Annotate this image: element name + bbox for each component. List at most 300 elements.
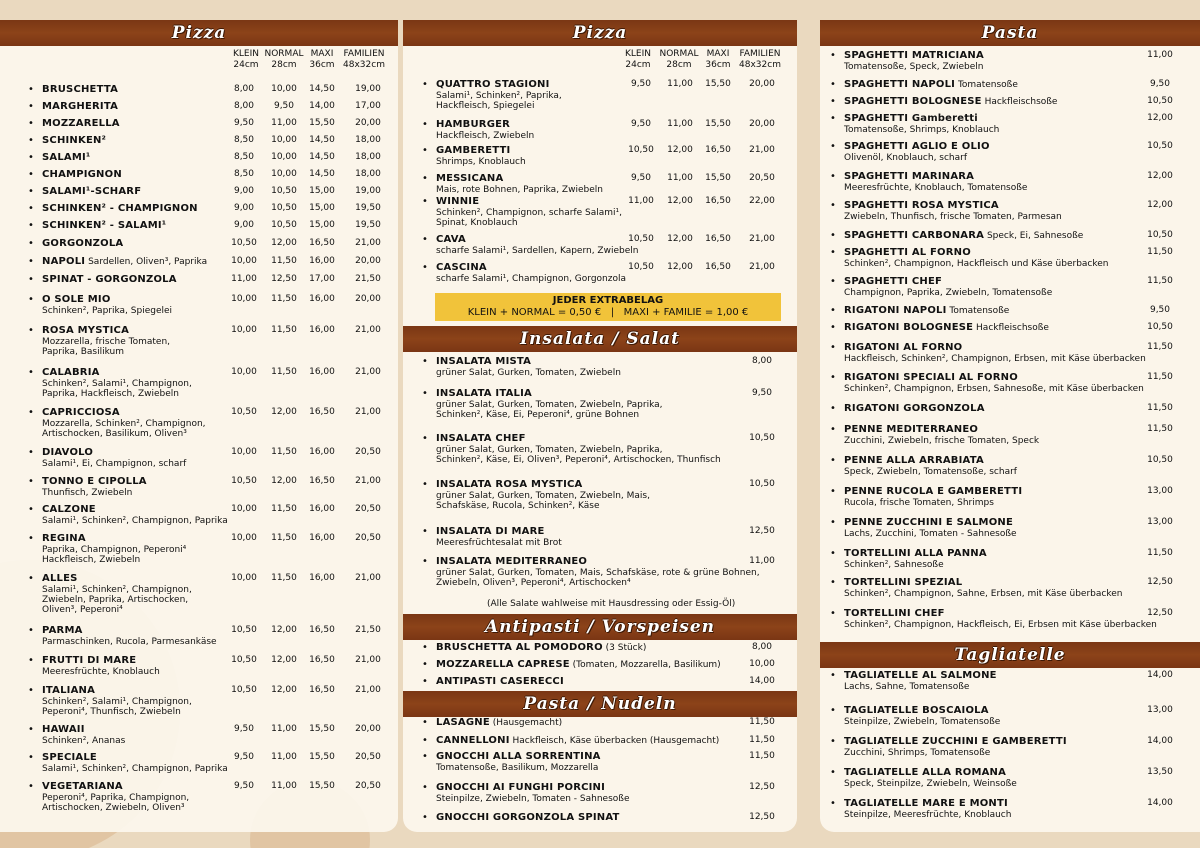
item-price: 14,50: [309, 169, 335, 179]
item-price: 13,00: [1147, 517, 1173, 527]
item-price: 11,00: [231, 274, 257, 284]
bullet-icon: •: [422, 676, 428, 687]
item-price: 12,00: [667, 196, 693, 206]
item-name: SCHINKEN²: [42, 135, 107, 146]
bullet-icon: •: [28, 186, 34, 197]
item-name: SALAMI¹-SCHARF: [42, 186, 142, 197]
item-price: 10,50: [231, 476, 257, 486]
item-description: Steinpilze, Meeresfrüchte, Knoblauch: [844, 810, 1012, 820]
item-name: LASAGNE (Hausgemacht): [436, 717, 563, 728]
item-price: 16,50: [705, 262, 731, 272]
pizza-item: [28, 447, 398, 469]
section-banner-nudeln: Pasta / Nudeln: [403, 691, 797, 717]
pizza-item: [28, 238, 398, 250]
item-price: 17,00: [355, 101, 381, 111]
item-description: Schinken², Salami¹, Champignon,: [42, 379, 192, 389]
item-price: 11,50: [271, 367, 297, 377]
item-price: 8,50: [233, 152, 255, 162]
item-price: 11,50: [1147, 342, 1173, 352]
item-price: 11,00: [667, 173, 693, 183]
item-description: scharfe Salami¹, Sardellen, Kapern, Zwiebeln: [436, 246, 639, 256]
item-price: 14,50: [309, 135, 335, 145]
item-name: RIGATONI SPECIALI AL FORNO: [844, 372, 1018, 383]
item-price: 9,50: [233, 724, 255, 734]
pasta-item: [830, 342, 1200, 364]
item-price: 18,00: [355, 152, 381, 162]
nudeln-item: [422, 782, 797, 804]
item-price: 21,00: [355, 476, 381, 486]
salad-item: [422, 479, 797, 511]
item-price: 16,00: [309, 256, 335, 266]
item-description: Zucchini, Zwiebeln, frische Tomaten, Speck: [844, 436, 1040, 446]
nudeln-item: [422, 735, 797, 747]
item-price: 21,50: [355, 625, 381, 635]
bullet-icon: •: [28, 655, 34, 666]
item-description: Tomatensoße, Basilikum, Mozzarella: [436, 763, 599, 773]
item-description: Paprika, Champignon, Peperoni⁴: [42, 545, 187, 555]
item-name: SCHINKEN² - SALAMI¹: [42, 220, 167, 231]
item-price: 15,50: [309, 724, 335, 734]
item-price: 10,50: [1147, 230, 1173, 240]
nudeln-item: [422, 751, 797, 773]
bullet-icon: •: [28, 447, 34, 458]
bullet-icon: •: [28, 752, 34, 763]
item-description: Tomatensoße, Shrimps, Knoblauch: [844, 125, 1000, 135]
item-price: 21,00: [355, 325, 381, 335]
pizza-item: [28, 504, 398, 526]
pizza-item: [422, 262, 797, 284]
item-price: 10,00: [271, 84, 297, 94]
item-description: Schinken², Champignon, scharfe Salami¹,: [436, 208, 622, 218]
item-price: 9,50: [751, 388, 773, 398]
item-price: 9,50: [1149, 305, 1171, 315]
salad-item: [422, 433, 797, 465]
item-price: 10,00: [749, 659, 775, 669]
item-price: 11,50: [271, 325, 297, 335]
item-description: Parmaschinken, Rucola, Parmesankäse: [42, 637, 217, 647]
item-name: GNOCCHI GORGONZOLA SPINAT: [436, 812, 620, 823]
item-price: 11,00: [1147, 50, 1173, 60]
item-price: 11,50: [271, 573, 297, 583]
item-description: Zwiebeln, Oliven³, Peperoni⁴, Artischocken⁴: [436, 578, 631, 588]
item-price: 9,00: [233, 203, 255, 213]
bullet-icon: •: [28, 724, 34, 735]
item-description: Artischocken, Basilikum, Oliven³: [42, 429, 187, 439]
item-price: 16,50: [705, 145, 731, 155]
extras-title: JEDER EXTRABELAG: [552, 295, 664, 306]
item-price: 16,00: [309, 447, 335, 457]
item-price: 11,50: [271, 294, 297, 304]
item-price: 16,50: [309, 238, 335, 248]
item-price: 21,00: [355, 655, 381, 665]
item-price: 11,00: [667, 79, 693, 89]
item-name: SPAGHETTI AL FORNO: [844, 247, 971, 258]
item-price: 20,50: [355, 533, 381, 543]
item-price: 16,00: [309, 367, 335, 377]
item-name: TORTELLINI CHEF: [844, 608, 945, 619]
pasta-item: [830, 141, 1200, 163]
bullet-icon: •: [830, 305, 836, 316]
salad-item: [422, 356, 797, 378]
item-name: MARGHERITA: [42, 101, 119, 112]
item-name: RIGATONI AL FORNO: [844, 342, 963, 353]
tagliatelle-item: [830, 670, 1200, 692]
pizza-item: [28, 533, 398, 565]
item-description: Peperoni⁴, Thunfisch, Zwiebeln: [42, 707, 181, 717]
item-description: Speck, Zwiebeln, Tomatensoße, scharf: [844, 467, 1017, 477]
pizza-item: [28, 325, 398, 357]
item-description: Schafskäse, Rucola, Schinken², Käse: [436, 501, 600, 511]
pasta-item: [830, 577, 1200, 599]
item-name: TAGLIATELLE MARE E MONTI: [844, 798, 1008, 809]
item-name: RIGATONI GORGONZOLA: [844, 403, 985, 414]
item-price: 12,00: [271, 476, 297, 486]
item-price: 12,00: [667, 145, 693, 155]
pizza-item: [28, 655, 398, 677]
item-name: SPECIALE: [42, 752, 97, 763]
bullet-icon: •: [28, 101, 34, 112]
bullet-icon: •: [422, 234, 428, 245]
item-description: Salami¹, Schinken², Champignon, Paprika: [42, 516, 228, 526]
item-price: 11,50: [1147, 247, 1173, 257]
pizza-item: [28, 186, 398, 198]
item-price: 12,00: [667, 262, 693, 272]
item-price: 16,50: [309, 625, 335, 635]
item-price: 12,00: [271, 655, 297, 665]
section-banner-salat: Insalata / Salat: [403, 326, 797, 352]
pasta-item: [830, 486, 1200, 508]
item-price: 15,50: [705, 119, 731, 129]
bullet-icon: •: [830, 322, 836, 333]
item-price: 12,00: [667, 234, 693, 244]
item-price: 12,50: [1147, 608, 1173, 618]
item-price: 10,50: [628, 234, 654, 244]
bullet-icon: •: [830, 608, 836, 619]
item-price: 20,00: [355, 256, 381, 266]
item-price: 16,00: [309, 573, 335, 583]
item-price: 20,50: [749, 173, 775, 183]
bullet-icon: •: [830, 276, 836, 287]
item-name: INSALATA CHEF: [436, 433, 526, 444]
pasta-item: [830, 79, 1200, 91]
item-price: 13,50: [1147, 767, 1173, 777]
item-name: SPAGHETTI ROSA MYSTICA: [844, 200, 999, 211]
bullet-icon: •: [422, 433, 428, 444]
item-price: 8,00: [233, 84, 255, 94]
item-name: ITALIANA: [42, 685, 96, 696]
item-name: TONNO E CIPOLLA: [42, 476, 147, 487]
pasta-item: [830, 113, 1200, 135]
item-description: Steinpilze, Zwiebeln, Tomaten - Sahnesoße: [436, 794, 630, 804]
item-inline-description: (Hausgemacht): [489, 718, 563, 728]
item-price: 16,00: [309, 504, 335, 514]
pizza-item: [28, 294, 398, 316]
section-banner-antipasti: Antipasti / Vorspeisen: [403, 614, 797, 640]
item-description: Meeresfrüchte, Knoblauch: [42, 667, 160, 677]
bullet-icon: •: [422, 388, 428, 399]
item-description: Thunfisch, Zwiebeln: [42, 488, 133, 498]
pizza-item: [28, 220, 398, 232]
item-description: Zucchini, Shrimps, Tomatensoße: [844, 748, 991, 758]
item-inline-description: Hackfleischsoße: [981, 97, 1058, 107]
item-name: SALAMI¹: [42, 152, 91, 163]
bullet-icon: •: [422, 735, 428, 746]
bullet-icon: •: [28, 169, 34, 180]
bullet-icon: •: [28, 625, 34, 636]
bullet-icon: •: [830, 96, 836, 107]
pasta-item: [830, 200, 1200, 222]
bullet-icon: •: [422, 642, 428, 653]
pizza-item: [28, 625, 398, 647]
salad-item: [422, 388, 797, 420]
item-name: CHAMPIGNON: [42, 169, 122, 180]
pasta-item: [830, 247, 1200, 269]
item-price: 20,00: [749, 119, 775, 129]
bullet-icon: •: [422, 196, 428, 207]
item-price: 9,50: [273, 101, 295, 111]
item-price: 11,50: [271, 256, 297, 266]
item-price: 13,00: [1147, 705, 1173, 715]
item-description: Spinat, Knoblauch: [436, 218, 518, 228]
bullet-icon: •: [422, 782, 428, 793]
item-price: 14,00: [309, 101, 335, 111]
pizza-item: [28, 203, 398, 215]
item-price: 20,50: [355, 752, 381, 762]
item-price: 10,50: [749, 433, 775, 443]
bullet-icon: •: [830, 50, 836, 61]
item-name: SPINAT - GORGONZOLA: [42, 274, 177, 285]
pizza-item: [422, 234, 797, 256]
bullet-icon: •: [28, 533, 34, 544]
item-description: Schinken², Käse, Ei, Oliven³, Peperoni⁴, Artischocken, Thunfisch: [436, 455, 721, 465]
item-price: 9,50: [1149, 79, 1171, 89]
item-name: SPAGHETTI CARBONARA Speck, Ei, Sahnesoße: [844, 230, 1084, 241]
pizza-item: [28, 476, 398, 498]
pizza-item: [422, 173, 797, 195]
bullet-icon: •: [28, 781, 34, 792]
item-name: CANNELLONI Hackfleisch, Käse überbacken (Hausgemacht): [436, 735, 720, 746]
item-description: Lachs, Sahne, Tomatensoße: [844, 682, 970, 692]
item-price: 10,50: [231, 655, 257, 665]
item-price: 9,50: [630, 119, 652, 129]
bullet-icon: •: [830, 767, 836, 778]
item-name: BRUSCHETTA: [42, 84, 119, 95]
item-price: 12,50: [271, 274, 297, 284]
item-description: Rucola, frische Tomaten, Shrimps: [844, 498, 994, 508]
item-name: PENNE ZUCCHINI E SALMONE: [844, 517, 1013, 528]
item-price: 11,50: [1147, 424, 1173, 434]
salad-note: (Alle Salate wahlweise mit Hausdressing oder Essig-Öl): [487, 599, 736, 609]
item-price: 21,00: [749, 145, 775, 155]
item-name: ROSA MYSTICA: [42, 325, 130, 336]
pizza-item: [422, 119, 797, 141]
pizza-item: [28, 169, 398, 181]
item-price: 11,00: [667, 119, 693, 129]
item-description: Hackfleisch, Schinken², Champignon, Erbsen, mit Käse überbacken: [844, 354, 1146, 364]
item-price: 11,00: [271, 752, 297, 762]
bullet-icon: •: [28, 294, 34, 305]
tagliatelle-item: [830, 736, 1200, 758]
bullet-icon: •: [830, 548, 836, 559]
item-name: VEGETARIANA: [42, 781, 123, 792]
size-header-right: KLEIN 24cm NORMAL 28cm MAXI 36cm FAMILIEN 48x32cm: [625, 49, 781, 70]
item-price: 16,00: [309, 325, 335, 335]
item-price: 16,50: [309, 685, 335, 695]
item-price: 11,50: [1147, 403, 1173, 413]
item-name: DIAVOLO: [42, 447, 94, 458]
pizza-item: [28, 573, 398, 615]
item-name: GNOCCHI AI FUNGHI PORCINI: [436, 782, 606, 793]
pizza-item: [422, 79, 797, 111]
item-price: 10,50: [1147, 96, 1173, 106]
bullet-icon: •: [830, 736, 836, 747]
item-name: ANTIPASTI CASERECCI: [436, 676, 564, 687]
item-price: 19,00: [355, 186, 381, 196]
item-price: 8,00: [751, 356, 773, 366]
pizza-item: [28, 101, 398, 113]
item-description: Steinpilze, Zwiebeln, Tomatensoße: [844, 717, 1001, 727]
item-price: 10,00: [271, 152, 297, 162]
item-name: SPAGHETTI MARINARA: [844, 171, 975, 182]
bullet-icon: •: [422, 79, 428, 90]
item-name: INSALATA DI MARE: [436, 526, 545, 537]
pizza-item: [28, 752, 398, 774]
item-name: GAMBERETTI: [436, 145, 511, 156]
item-description: Paprika, Hackfleisch, Zwiebeln: [42, 389, 179, 399]
item-price: 9,50: [233, 781, 255, 791]
item-price: 11,50: [749, 735, 775, 745]
item-price: 15,00: [309, 220, 335, 230]
pasta-item: [830, 403, 1200, 415]
item-name: BRUSCHETTA AL POMODORO (3 Stück): [436, 642, 647, 653]
item-description: Speck, Steinpilze, Zwiebeln, Weinsoße: [844, 779, 1017, 789]
item-name: SCHINKEN² - CHAMPIGNON: [42, 203, 198, 214]
pasta-item: [830, 608, 1200, 630]
item-name: INSALATA MISTA: [436, 356, 532, 367]
bullet-icon: •: [28, 135, 34, 146]
item-price: 20,00: [355, 724, 381, 734]
bullet-icon: •: [830, 342, 836, 353]
item-price: 9,50: [233, 118, 255, 128]
pasta-item: [830, 455, 1200, 477]
bullet-icon: •: [28, 476, 34, 487]
item-description: Zwiebeln, Paprika, Artischocken,: [42, 595, 189, 605]
nudeln-item: [422, 717, 797, 729]
item-price: 11,00: [749, 556, 775, 566]
item-price: 16,50: [309, 476, 335, 486]
bullet-icon: •: [830, 455, 836, 466]
salad-item: [422, 526, 797, 548]
item-name: CASCINA: [436, 262, 487, 273]
item-price: 12,00: [271, 407, 297, 417]
item-description: Artischocken, Zwiebeln, Oliven³: [42, 803, 185, 813]
item-price: 10,00: [231, 504, 257, 514]
pizza-item: [28, 724, 398, 746]
pizza-item: [28, 367, 398, 399]
item-description: grüner Salat, Gurken, Tomaten, Mais, Schafskäse, rote & grüne Bohnen,: [436, 568, 760, 578]
pasta-item: [830, 50, 1200, 72]
item-name: GORGONZOLA: [42, 238, 124, 249]
item-price: 10,50: [1147, 455, 1173, 465]
item-name: SPAGHETTI Gamberetti: [844, 113, 978, 124]
size-header-left: KLEIN 24cm NORMAL 28cm MAXI 36cm FAMILIEN 48x32cm: [233, 49, 385, 70]
pizza-item: [28, 685, 398, 717]
section-banner-pizza-left: Pizza: [0, 20, 398, 46]
item-price: 12,00: [271, 685, 297, 695]
item-description: Shrimps, Knoblauch: [436, 157, 526, 167]
item-description: Champignon, Paprika, Zwiebeln, Tomatensoße: [844, 288, 1053, 298]
item-price: 8,00: [233, 101, 255, 111]
item-name: REGINA: [42, 533, 86, 544]
item-name: CAVA: [436, 234, 466, 245]
bullet-icon: •: [422, 173, 428, 184]
bullet-icon: •: [830, 200, 836, 211]
item-name: QUATTRO STAGIONI: [436, 79, 550, 90]
item-price: 11,50: [271, 533, 297, 543]
tagliatelle-item: [830, 798, 1200, 820]
item-name: TAGLIATELLE ZUCCHINI E GAMBERETTI: [844, 736, 1067, 747]
item-description: Meeresfrüchtesalat mit Brot: [436, 538, 562, 548]
item-description: Schinken², Champignon, Hackfleisch und Käse überbacken: [844, 259, 1109, 269]
tagliatelle-item: [830, 767, 1200, 789]
bullet-icon: •: [28, 118, 34, 129]
item-price: 10,00: [231, 447, 257, 457]
item-price: 17,00: [309, 274, 335, 284]
item-price: 15,00: [309, 203, 335, 213]
bullet-icon: •: [28, 84, 34, 95]
item-description: Schinken², Paprika, Spiegelei: [42, 306, 173, 316]
item-price: 14,50: [309, 152, 335, 162]
item-description: Schinken², Käse, Ei, Peperoni⁴, grüne Bohnen: [436, 410, 640, 420]
item-price: 22,00: [749, 196, 775, 206]
item-price: 11,00: [271, 781, 297, 791]
item-price: 19,50: [355, 220, 381, 230]
bullet-icon: •: [830, 670, 836, 681]
item-price: 10,50: [1147, 322, 1173, 332]
item-description: Salami¹, Schinken², Champignon, Paprika: [42, 764, 228, 774]
pizza-item: [28, 84, 398, 96]
extras-box: [435, 293, 781, 321]
bullet-icon: •: [28, 152, 34, 163]
item-description: Schinken², Champignon, Hackfleisch, Ei, Erbsen mit Käse überbacken: [844, 620, 1157, 630]
item-price: 14,00: [1147, 736, 1173, 746]
pizza-item: [422, 196, 797, 228]
item-price: 10,50: [271, 220, 297, 230]
item-price: 20,50: [355, 447, 381, 457]
item-price: 11,00: [628, 196, 654, 206]
item-name: INSALATA ROSA MYSTICA: [436, 479, 583, 490]
item-description: grüner Salat, Gurken, Tomaten, Zwiebeln, Mais,: [436, 491, 650, 501]
item-name: TORTELLINI SPEZIAL: [844, 577, 963, 588]
item-price: 14,00: [1147, 798, 1173, 808]
item-price: 11,00: [271, 118, 297, 128]
bullet-icon: •: [422, 479, 428, 490]
antipasti-item: [422, 676, 797, 688]
item-price: 10,00: [231, 367, 257, 377]
item-name: RIGATONI NAPOLI Tomatensoße: [844, 305, 1010, 316]
item-price: 16,50: [309, 407, 335, 417]
item-description: Salami¹, Schinken², Paprika,: [436, 91, 562, 101]
item-price: 10,00: [231, 533, 257, 543]
item-price: 8,50: [233, 135, 255, 145]
item-price: 20,50: [355, 504, 381, 514]
item-price: 11,50: [749, 751, 775, 761]
bullet-icon: •: [28, 573, 34, 584]
item-name: PENNE RUCOLA E GAMBERETTI: [844, 486, 1023, 497]
item-name: NAPOLI Sardellen, Oliven³, Paprika: [42, 256, 208, 267]
bullet-icon: •: [422, 812, 428, 823]
item-price: 11,50: [1147, 276, 1173, 286]
